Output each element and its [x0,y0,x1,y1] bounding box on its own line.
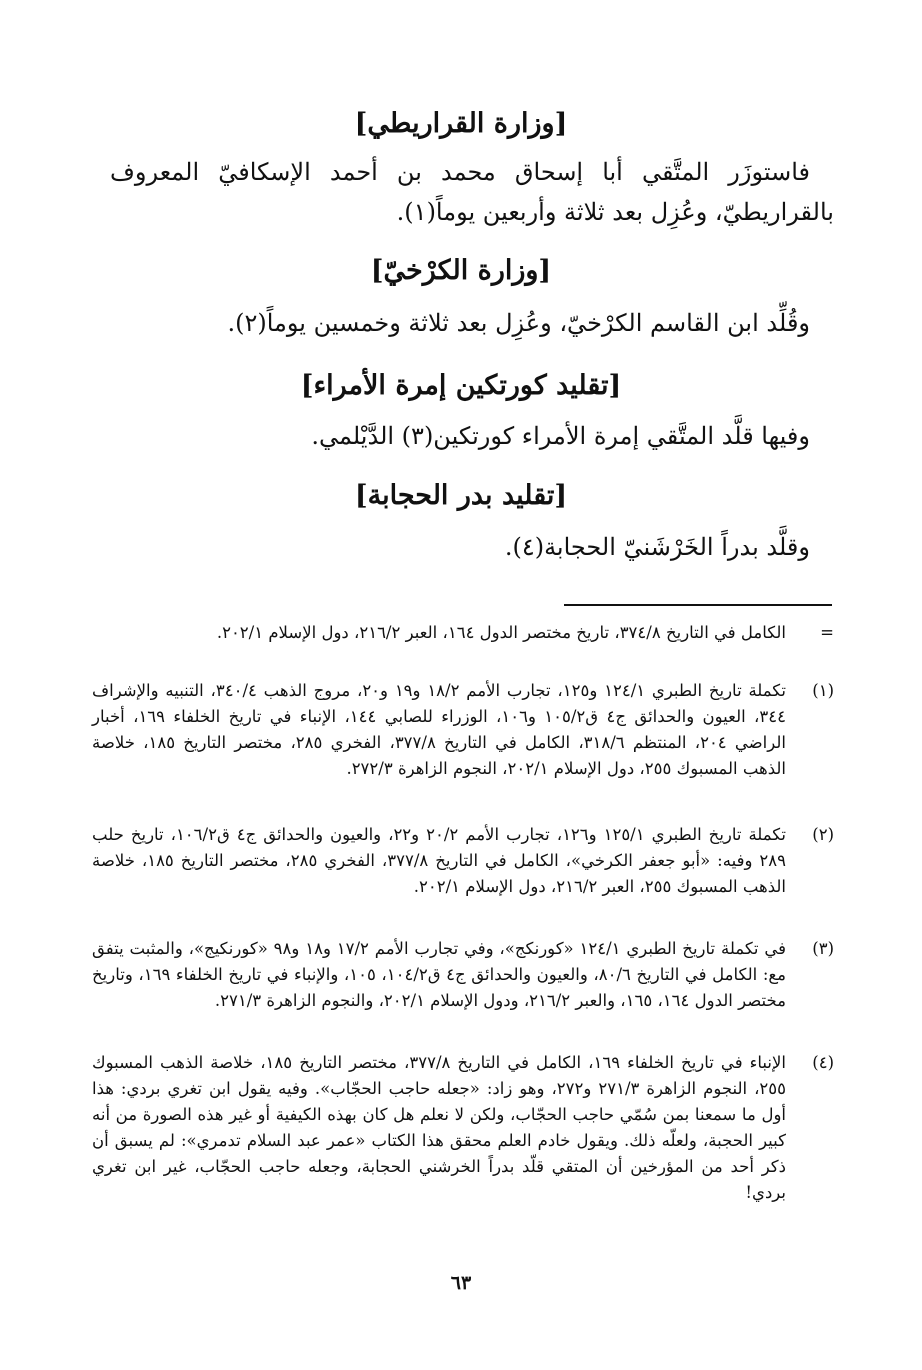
footnote-3 [92,936,834,1014]
footnote-mark: (١) [812,681,834,700]
footnote-text: تكملة تاريخ الطبري ١٢٥/١ و١٢٦، تجارب الأمم ٢٠/٢ و٢٢، والعيون والحدائق ج٤ ق١٠٦/٢، تاريخ حلب ٢٨٩ وفيه: «أبو جعفر الكرخي»، الكامل في التاريخ ٣٧٧/٨، الفخري ٢٨٥، مختصر التاريخ ١٨٥، خلاصة الذهب المسبوك ٢٥٥، العبر ٢١٦/٢، دول الإسلام ٢٠٢/١. [92,825,787,896]
footnote-text: الكامل في التاريخ ٣٧٤/٨، تاريخ مختصر الدول ١٦٤، العبر ٢١٦/٢، دول الإسلام ٢٠٢/١. [216,623,786,642]
footnote-mark: (٣) [812,939,834,958]
section-heading-qarariti: [وزارة القراريطي] [354,108,568,139]
section-heading-kurtakin: [تقليد كورتكين إمرة الأمراء] [300,370,622,401]
footnote-text: تكملة تاريخ الطبري ١٢٤/١ و١٢٥، تجارب الأمم ١٨/٢ و١٩ و٢٠، مروج الذهب ٣٤٠/٤، التنبيه والإشراف ٣٤٤، العيون والحدائق ج٤ ق١٠٥/٢ و١٠٦، الوزراء للصابي ١٤٤، الإنباء في تاريخ الخلفاء ١٦٩، أخبار الراضي ٢٠٤، المنتظم ٣١٨/٦، الكامل في التاريخ ٣٧٧/٨، الفخري ٢٨٥، مختصر التاريخ ١٨٥، خلاصة الذهب المسبوك ٢٥٥، دول الإسلام ٢٠٢/١، النجوم الزاهرة ٢٧٢/٣. [92,681,787,778]
footnote-mark: (٢) [812,825,834,844]
footnote-1 [92,678,834,782]
footnote-2 [92,822,834,900]
footnote-text: الإنباء في تاريخ الخلفاء ١٦٩، الكامل في التاريخ ٣٧٧/٨، مختصر التاريخ ١٨٥، خلاصة الذهب المسبوك ٢٥٥، النجوم الزاهرة ٢٧١/٣ و٢٧٢، وهو زاد: «جعله حاجب الحجّاب». وفيه يقول ابن تغري بردي: هذا أول ما سمعنا بمن سُمّي حاجب الحجّاب، ولكن لا نعلم هل كان بهذه الكيفية أو غير هذه الصورة من أنه كبير الحجبة، ولعلّه ذلك. ويقول خادم العلم محقق هذا الكتاب «عمر عبد السلام تدمري»: لم يسبق أن ذكر أحد من المؤرخين أن المتقي قلّد بدراً الخرشني الحجابة، وجعله حاجب الحجّاب، غير ابن تغري بردي! [92,1053,786,1202]
section-body-karkhi: وقُلِّد ابن القاسم الكرْخيّ، وعُزِل بعد ثلاثة وخمسين يوماً(٢). [227,309,810,337]
footnote-4 [92,1050,834,1206]
section-body-badr: وقلَّد بدراً الخَرْشَنيّ الحجابة(٤). [504,533,810,561]
footnote-text: في تكملة تاريخ الطبري ١٢٤/١ «كورنكج»، وفي تجارب الأمم ١٧/٢ و١٨ و٩٨ «كورنكيج»، والمثبت يتفق مع: الكامل في التاريخ ٨٠/٦، والعيون والحدائق ج٤ ق١٠٤/٢، ١٠٥، والإنباء في تاريخ الخلفاء ١٦٩، وتاريخ مختصر الدول ١٦٤، ١٦٥، والعبر ٢١٦/٢، ودول الإسلام ٢٠٢/١، والنجوم الزاهرة ٢٧١/٣. [92,939,787,1010]
section-body-kurtakin: وفيها قلَّد المتَّقي إمرة الأمراء كورتكين(٣) الدَّيْلمي. [311,422,810,450]
footnote-separator [564,604,832,606]
footnote-continuation [92,620,834,646]
footnote-mark: = [820,623,834,642]
section-body-qarariti: فاستوزَر المتَّقي أبا إسحاق محمد بن أحمد الإسكافيّ المعروف بالقراريطيّ، وعُزِل بعد ثلاثة وأربعين يوماً(١). [110,158,834,226]
page-number: ٦٣ [450,1272,472,1294]
section-heading-karkhi: [وزارة الكرْخيّ] [370,255,552,286]
footnote-mark: (٤) [812,1053,834,1072]
section-heading-badr: [تقليد بدر الحجابة] [354,480,568,511]
